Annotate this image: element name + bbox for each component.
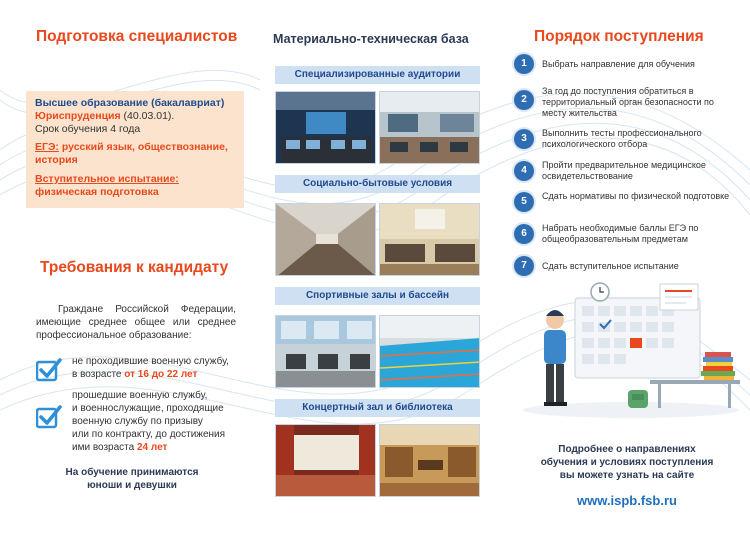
training-title: Подготовка специалистов [36,28,238,45]
right-column [500,0,750,537]
step-text-6: Набрать необходимые баллы ЕГЭ по общеобразовательным предметам [542,223,699,244]
section-band-culture: Концертный зал и библиотека [275,399,480,417]
step-text-1: Выбрать направление для обучения [542,59,695,69]
specialty-code: (40.03.01). [120,110,175,122]
step-badge-2: 2 [514,90,534,110]
photo-dormitory [379,203,480,276]
requirements-title: Требования к кандидату [40,259,229,276]
photo-auditorium-1 [275,91,376,164]
photo-corridor [275,203,376,276]
entrance-exam [35,173,235,199]
section-band-sports: Спортивные залы и бассейн [275,287,480,305]
study-duration: Срок обучения 4 года [35,123,141,135]
specialty-name: Юриспруденция [35,110,121,122]
admission-title: Порядок поступления [534,28,704,45]
checkmark-icon [36,358,62,382]
step-badge-7: 7 [514,256,534,276]
website-link[interactable]: www.ispb.fsb.ru [577,493,677,508]
step-text-4: Пройти предварительное медицинское освидетельствование [542,160,706,181]
middle-column [265,0,487,537]
more-info-text: Подробнее о направлениях обучения и условиях поступления вы можете узнать на сайте [540,444,714,481]
step-text-5: Сдать нормативы по физической подготовке [542,191,730,201]
photo-pool [379,315,480,388]
admission-note: На обучение принимаются юноши и девушки [65,467,199,491]
step-text-3: Выполнить тесты профессионального психологического отбора [542,128,702,149]
requirements-intro: Граждане Российской Федерации, имеющие среднее общее или среднее профессиональное образование: [36,304,236,341]
checkmark-icon [36,405,62,429]
student-illustration [520,280,742,420]
exam-label: Вступительное испытание: [35,173,179,185]
ege-subjects: ЕГЭ: русский язык, обществознание, история [35,141,228,166]
requirement-item-1: не проходившие военную службу, в возрасте от 16 до 22 лет [72,356,229,380]
exam-value: физическая подготовка [35,186,159,198]
photo-auditorium-2 [379,91,480,164]
section-band-auditoriums: Специализированные аудитории [275,66,480,84]
education-box [26,91,244,208]
photo-concert-hall [275,424,376,497]
photo-library [379,424,480,497]
requirement-item-2: прошедшие военную службу, и военнослужащие, проходящие военную службу по призыву или по контракту, до достижения ими возраста 24 лет [72,390,226,453]
left-column [0,0,260,537]
step-badge-3: 3 [514,129,534,149]
step-text-2: За год до поступления обратиться в территориальный орган безопасности по месту жительства [542,86,714,118]
facilities-title: Материально-техническая база [273,32,469,46]
step-badge-1: 1 [514,54,534,74]
step-badge-5: 5 [514,192,534,212]
step-text-7: Сдать вступительное испытание [542,261,679,271]
section-band-living: Социально-бытовые условия [275,175,480,193]
step-badge-6: 6 [514,224,534,244]
degree-label: Высшее образование (бакалавриат) [35,97,225,109]
step-badge-4: 4 [514,161,534,181]
photo-gym [275,315,376,388]
